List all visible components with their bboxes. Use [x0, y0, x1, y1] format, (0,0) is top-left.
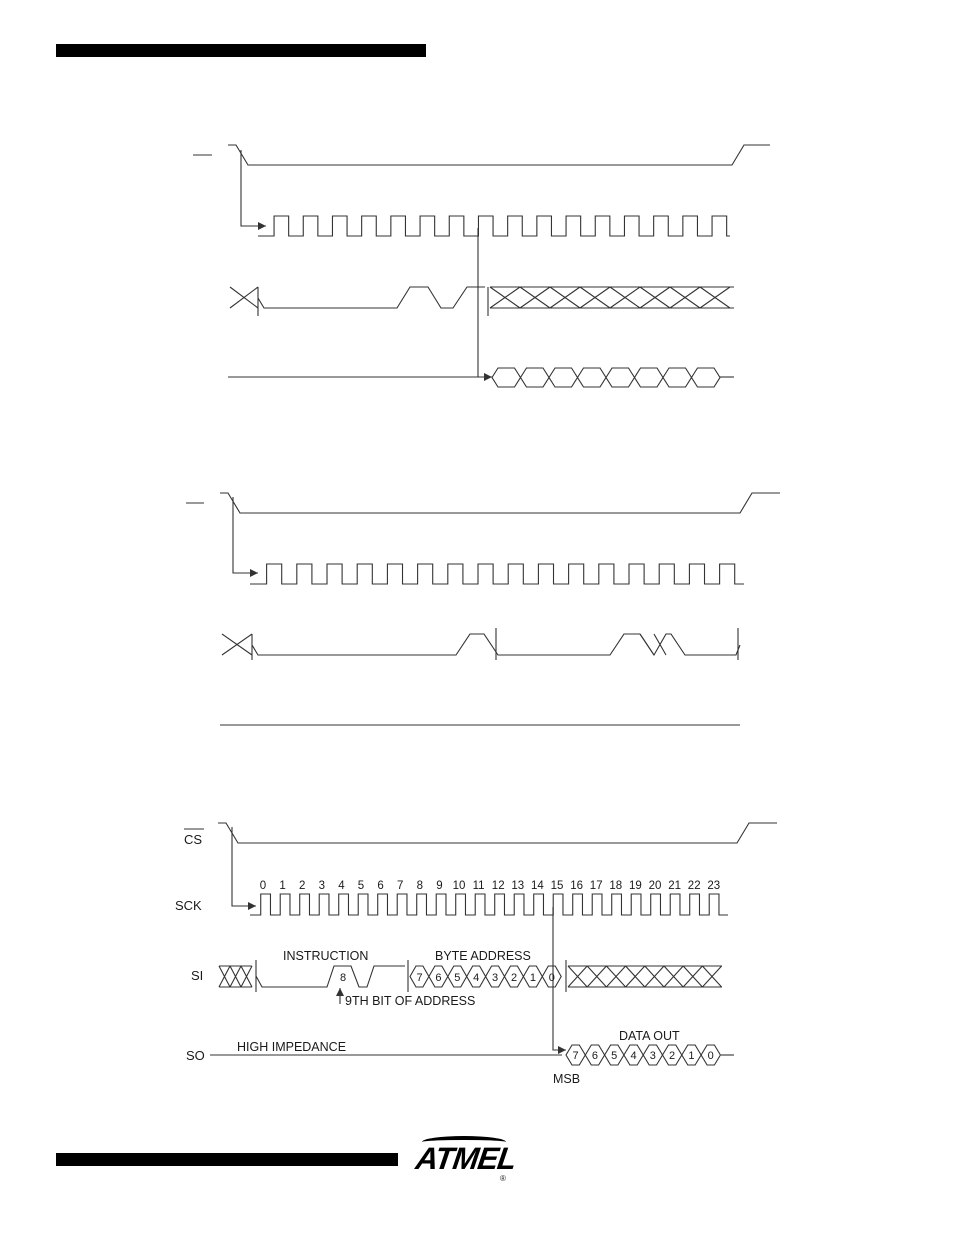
clock-number: 9: [436, 880, 443, 892]
data-out-label: DATA OUT: [619, 1029, 680, 1043]
clock-number: 6: [377, 880, 384, 892]
sck-label: SCK: [175, 898, 202, 913]
atmel-logo: [410, 1136, 518, 1188]
clock-number: 2: [298, 880, 306, 892]
clock-number: 23: [707, 880, 721, 892]
clock-number: 15: [550, 880, 564, 892]
msb-label: MSB: [553, 1072, 581, 1086]
sck-to-so-arrow-head: [558, 1046, 566, 1054]
clock-numbers: [260, 880, 720, 892]
si-dontcare: [241, 966, 252, 987]
si-dontcare-cell: [683, 966, 702, 987]
clock-number: 3: [318, 880, 326, 892]
clock-number: 4: [338, 880, 345, 892]
byte-address-label: BYTE ADDRESS: [435, 949, 531, 963]
clock-number: 7: [396, 880, 404, 892]
address-bit-label: 1: [529, 972, 536, 984]
data-bit-label: 1: [688, 1050, 695, 1062]
si-instruction: [256, 960, 405, 992]
address-bit-label: 2: [510, 972, 518, 984]
clock-number: 20: [648, 880, 662, 892]
si-dontcare-cell: [664, 966, 683, 987]
bit-labels: [340, 972, 714, 1062]
clock-number: 8: [416, 880, 424, 892]
data-bit-label: 0: [707, 1050, 714, 1062]
address-bit-label: 4: [473, 972, 480, 984]
instruction-label: INSTRUCTION: [283, 949, 369, 963]
clock-number: 0: [259, 880, 267, 892]
data-bit-label: 6: [591, 1050, 598, 1062]
clock-number: 14: [531, 880, 544, 892]
registered-mark: ®: [500, 1174, 506, 1183]
si-dontcare-cell: [587, 966, 606, 987]
clock-number: 5: [357, 880, 365, 892]
high-impedance-label: HIGH IMPEDANCE: [237, 1040, 347, 1054]
clock-number: 10: [452, 880, 466, 892]
si-dontcare-cell: [606, 966, 625, 987]
clock-number: 18: [609, 880, 623, 892]
clock-number: 12: [491, 880, 505, 892]
address-bit-label: 5: [454, 972, 461, 984]
si-dontcare: [230, 966, 241, 987]
si-label: SI: [191, 968, 204, 983]
si-dontcare-cell: [568, 966, 587, 987]
ninth-bit-label: 9TH BIT OF ADDRESS: [345, 994, 476, 1008]
clock-number: 16: [570, 880, 583, 892]
cs-to-sck-arrow-head: [248, 902, 256, 910]
address-bit-label: 7: [416, 972, 423, 984]
data-bit-label: 7: [572, 1050, 579, 1062]
address-bit-label: 0: [548, 972, 555, 984]
si-dontcare-cell: [702, 966, 721, 987]
clock-number: 22: [687, 880, 701, 892]
instruction-bit-label: 8: [339, 972, 347, 984]
clock-number: 13: [511, 880, 525, 892]
data-bit-label: 5: [611, 1050, 618, 1062]
cs-waveform: [218, 823, 777, 843]
clock-number: 19: [629, 880, 642, 892]
data-bit-label: 3: [649, 1050, 656, 1062]
si-dontcare-cell: [645, 966, 664, 987]
sck-waveform: [232, 827, 728, 915]
logo-wordmark: ATMEL: [413, 1141, 518, 1176]
cs-label: CS: [184, 832, 203, 847]
si-dontcare: [219, 966, 230, 987]
si-dontcare-cell: [626, 966, 645, 987]
ninth-bit-arrow-head: [336, 988, 344, 996]
data-bit-label: 4: [630, 1050, 637, 1062]
cs-line: [218, 823, 777, 843]
clock-number: 11: [472, 880, 485, 892]
address-bit-label: 3: [492, 972, 499, 984]
data-bit-label: 2: [669, 1050, 676, 1062]
sck-pulses: [250, 894, 728, 915]
clock-number: 21: [668, 880, 681, 892]
so-label: SO: [186, 1048, 205, 1063]
clock-number: 17: [589, 880, 603, 892]
clock-number: 1: [279, 880, 286, 892]
address-bit-label: 6: [435, 972, 442, 984]
